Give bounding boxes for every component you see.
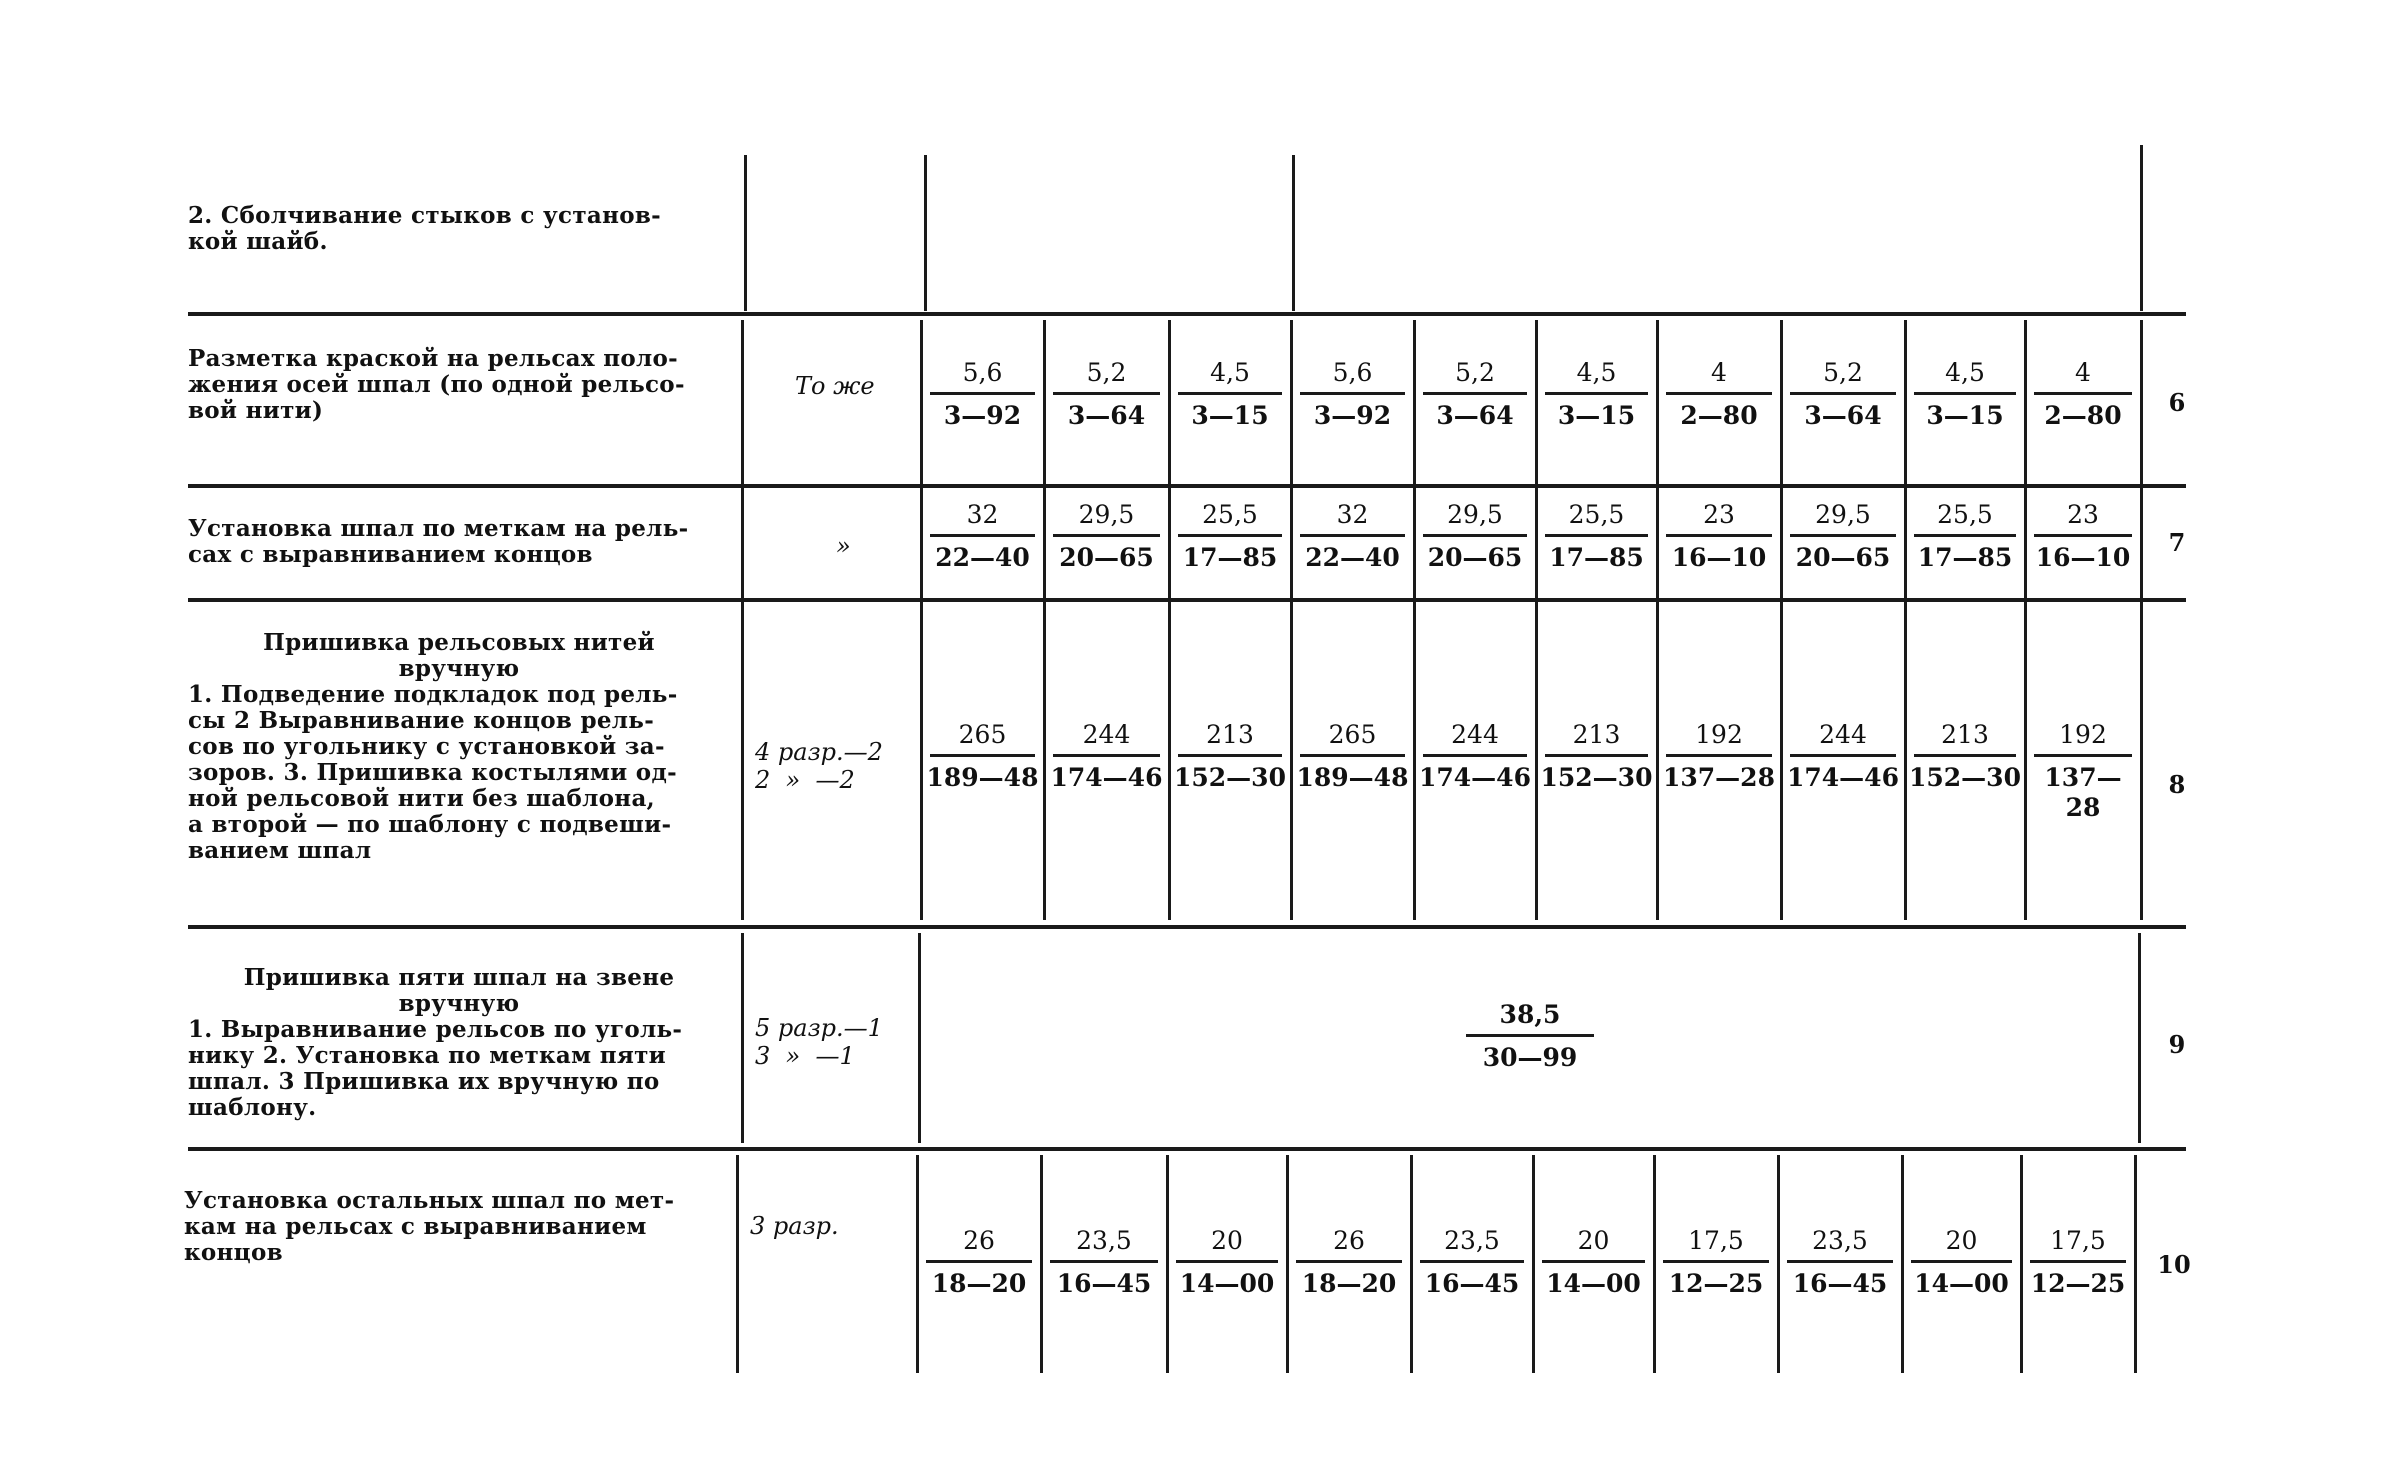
fraction-bar [1790, 392, 1896, 395]
norm-cell [1417, 720, 1533, 793]
fraction-bar [1423, 392, 1527, 395]
column-rule [1904, 320, 1907, 920]
norm-cost: 18—20 [1301, 1269, 1397, 1298]
norm-cost: 152—30 [1174, 763, 1286, 792]
fraction-bar [1300, 754, 1405, 757]
description-line: 1. Выравнивание рельсов по уголь- [188, 1016, 683, 1043]
fraction-bar [1053, 392, 1160, 395]
column-rule [1653, 1155, 1656, 1373]
norm-cost: 17—85 [1182, 543, 1278, 572]
grade-line: 2 » —2 [755, 766, 855, 794]
fraction-bar [1666, 754, 1772, 757]
fraction-bar [1790, 754, 1896, 757]
norm-cost: 16—10 [2035, 543, 2131, 572]
column-rule [1780, 320, 1783, 920]
section-heading: Пришивка рельсовых нитей [263, 629, 655, 656]
norm-cost: 20—65 [1427, 543, 1523, 572]
norm-time: 29,5 [1078, 500, 1135, 529]
norm-cell [1784, 720, 1902, 793]
norm-time: 192 [2059, 720, 2107, 749]
norm-time: 244 [1082, 720, 1131, 749]
description-line: ванием шпал [188, 837, 372, 864]
norm-cell [1660, 358, 1778, 431]
fraction-bar [1178, 392, 1282, 395]
merged-norm-cell [1460, 1000, 1600, 1073]
fraction-bar [1300, 392, 1405, 395]
section-heading: Пришивка пяти шпал на звене [243, 964, 675, 991]
description-line: кам на рельсах с выравниванием [184, 1213, 647, 1240]
norm-cell [1290, 1226, 1408, 1299]
fraction-bar [930, 754, 1035, 757]
norm-cost: 137—28 [2044, 763, 2122, 822]
norm-time: 5,2 [1455, 358, 1495, 387]
norm-cell [1539, 720, 1654, 793]
row-number: 10 [2157, 1250, 2191, 1279]
norm-time: 5,2 [1823, 358, 1863, 387]
row-divider [188, 484, 2186, 488]
norm-cell [1905, 1226, 2018, 1299]
description-line: концов [184, 1239, 283, 1266]
fraction-bar [1053, 534, 1160, 537]
description-line: шпал. 3 Пришивка их вручную по [188, 1068, 660, 1095]
column-rule [2020, 1155, 2023, 1373]
norm-cost: 174—46 [1050, 763, 1163, 792]
column-rule [1777, 1155, 1780, 1373]
description-line: жения осей шпал (по одной рельсо- [188, 371, 685, 398]
description-line: Разметка краской на рельсах поло- [188, 345, 678, 372]
column-rule [1040, 1155, 1043, 1373]
fraction-bar [1296, 1260, 1402, 1263]
norm-time: 25,5 [1202, 500, 1258, 529]
norm-time: 29,5 [1447, 500, 1503, 529]
fraction-bar [1914, 754, 2016, 757]
operation-description [184, 1188, 726, 1266]
norm-cell [1414, 1226, 1530, 1299]
column-rule [2140, 145, 2143, 311]
row-number: 6 [2168, 388, 2186, 417]
description-line: зоров. 3. Пришивка костылями од- [188, 759, 677, 786]
column-rule [1286, 1155, 1289, 1373]
description-line: сы 2 Выравнивание концов рель- [188, 707, 655, 734]
norm-cost: 16—10 [1671, 543, 1767, 572]
section-heading: вручную [398, 655, 520, 682]
column-rule [1532, 1155, 1535, 1373]
norm-time: 265 [958, 720, 1007, 749]
fraction-bar [1911, 1260, 2012, 1263]
norm-cost: 12—25 [1668, 1269, 1764, 1298]
norm-time: 213 [1941, 720, 1989, 749]
norm-cell [1657, 1226, 1775, 1299]
norm-cell [1047, 720, 1166, 793]
fraction-bar [1300, 534, 1405, 537]
norm-cost: 174—46 [1787, 763, 1899, 792]
norm-cost: 17—85 [1549, 543, 1644, 572]
norm-cost: 12—25 [2030, 1269, 2126, 1298]
norm-cost: 16—45 [1792, 1269, 1888, 1298]
norm-cell [1660, 720, 1778, 793]
norm-cell [2024, 1226, 2132, 1299]
column-rule [1535, 320, 1538, 920]
norm-cost: 174—46 [1419, 763, 1531, 792]
norm-time: 23,5 [1444, 1226, 1500, 1255]
norm-cost: 2—80 [2044, 401, 2122, 430]
description-line: вой нити) [188, 397, 324, 424]
norm-cost: 22—40 [935, 543, 1030, 572]
grade-line: » [836, 532, 851, 560]
operation-description [188, 346, 730, 424]
fraction-bar [1178, 534, 1282, 537]
column-rule [1166, 1155, 1169, 1373]
norm-cell [1908, 720, 2022, 793]
description-line: шаблону. [188, 1094, 317, 1121]
fraction-bar [1663, 1260, 1769, 1263]
norm-time: 25,5 [1937, 500, 1993, 529]
column-rule [2138, 933, 2141, 1143]
fraction-bar [1914, 534, 2016, 537]
row-number: 8 [2168, 770, 2186, 799]
column-rule [2024, 320, 2027, 920]
norm-cell [1908, 500, 2022, 573]
norm-time: 26 [1333, 1226, 1365, 1255]
norm-time: 23,5 [1076, 1226, 1132, 1255]
norm-cost: 189—48 [1296, 763, 1409, 792]
norm-time: 23 [2067, 500, 2099, 529]
norm-cost: 137—28 [1663, 763, 1775, 792]
norm-cost: 2—80 [1680, 401, 1758, 430]
description-line: а второй — по шаблону с подвеши- [188, 811, 672, 838]
row-number: 9 [2168, 1030, 2186, 1059]
fraction-bar [1545, 392, 1648, 395]
worker-grade [755, 1014, 915, 1070]
norm-cost: 14—00 [1179, 1269, 1275, 1298]
grade-line: То же [795, 372, 875, 400]
norm-time: 244 [1451, 720, 1499, 749]
row-divider [188, 925, 2186, 929]
fraction-bar [1050, 1260, 1158, 1263]
norm-time: 26 [963, 1226, 995, 1255]
description-line: 1. Подведение подкладок под рель- [188, 681, 678, 708]
norm-cost: 3—15 [1926, 401, 2004, 430]
fraction-bar [2034, 754, 2132, 757]
norm-cell [924, 358, 1041, 431]
norm-cell [1172, 500, 1288, 573]
norm-cost: 14—00 [1546, 1269, 1641, 1298]
norm-time: 25,5 [1568, 500, 1625, 529]
norm-cost: 16—45 [1424, 1269, 1520, 1298]
norm-cost: 20—65 [1059, 543, 1154, 572]
norm-cell [924, 720, 1041, 793]
norm-cost: 3—92 [1313, 401, 1392, 430]
norm-cell [1908, 358, 2022, 431]
column-rule [924, 155, 927, 311]
column-rule [1292, 155, 1295, 311]
norm-time: 23 [1703, 500, 1735, 529]
norm-time: 265 [1328, 720, 1377, 749]
norm-time: 29,5 [1815, 500, 1871, 529]
norm-time: 4,5 [1945, 358, 1985, 387]
norm-time: 5,6 [962, 358, 1003, 387]
norm-cost: 3—15 [1557, 401, 1636, 430]
norm-time: 5,6 [1332, 358, 1373, 387]
operation-description [188, 630, 730, 864]
fraction-bar [930, 534, 1035, 537]
description-line: сов по угольнику с установкой за- [188, 733, 665, 760]
column-rule [1410, 1155, 1413, 1373]
norm-cost: 22—40 [1305, 543, 1400, 572]
norm-time: 4 [1711, 358, 1727, 387]
worker-grade [755, 738, 915, 794]
grade-line: 4 разр.—2 [755, 738, 883, 766]
description-line: нику 2. Установка по меткам пяти [188, 1042, 667, 1069]
norm-cost: 3—64 [1067, 401, 1146, 430]
fraction-bar [1466, 1034, 1594, 1037]
column-rule [744, 155, 747, 311]
fraction-bar [930, 392, 1035, 395]
norm-cell [2028, 500, 2138, 573]
row-divider [188, 1147, 2186, 1151]
fraction-bar [2034, 534, 2132, 537]
column-rule [741, 933, 744, 1143]
column-rule [2134, 1155, 2137, 1373]
norm-cell [2028, 358, 2138, 431]
column-rule [1290, 320, 1293, 920]
norm-cost: 14—00 [1914, 1269, 2009, 1298]
fraction-bar [1914, 392, 2016, 395]
norm-cell [1047, 500, 1166, 573]
norm-cost: 17—85 [1917, 543, 2013, 572]
norm-time: 20 [1945, 1226, 1978, 1255]
fraction-bar [1053, 754, 1160, 757]
norm-time: 20 [1577, 1226, 1610, 1255]
norm-cell [1784, 358, 1902, 431]
worker-grade [750, 1212, 910, 1240]
fraction-bar [1666, 392, 1772, 395]
description-line: сах с выравниванием концов [188, 541, 593, 568]
norm-cell [1294, 500, 1411, 573]
operation-description [188, 965, 730, 1121]
column-rule [736, 1155, 739, 1373]
norm-time: 4,5 [1576, 358, 1617, 387]
norm-cell [1660, 500, 1778, 573]
fraction-bar [1790, 534, 1896, 537]
fraction-bar [2034, 392, 2132, 395]
norm-cell [1417, 500, 1533, 573]
description-line: кой шайб. [188, 228, 328, 255]
norm-cost: 3—64 [1804, 401, 1882, 430]
norm-cell [920, 1226, 1038, 1299]
norm-cell [1170, 1226, 1284, 1299]
description-line: Установка шпал по меткам на рель- [188, 515, 689, 542]
row-number: 7 [2168, 528, 2186, 557]
fraction-bar [1545, 534, 1648, 537]
norm-cell [2028, 720, 2138, 823]
norm-cell [1784, 500, 1902, 573]
column-rule [1413, 320, 1416, 920]
operation-description [188, 203, 730, 255]
norm-cost: 3—64 [1436, 401, 1514, 430]
column-rule [916, 1155, 919, 1373]
fraction-bar [2030, 1260, 2126, 1263]
column-rule [920, 320, 923, 920]
norm-time: 32 [966, 500, 999, 529]
description-line: Установка остальных шпал по мет- [184, 1187, 675, 1214]
fraction-bar [1420, 1260, 1524, 1263]
norm-cost: 18—20 [931, 1269, 1027, 1298]
description-line: 2. Сболчивание стыков с установ- [188, 202, 661, 229]
fraction-bar [1542, 1260, 1645, 1263]
norm-cell [924, 500, 1041, 573]
norm-time: 23,5 [1812, 1226, 1868, 1255]
fraction-bar [926, 1260, 1032, 1263]
norm-cell [1539, 358, 1654, 431]
fraction-bar [1423, 534, 1527, 537]
norm-cell [1172, 358, 1288, 431]
fraction-bar [1787, 1260, 1893, 1263]
grade-line: 3 разр. [750, 1212, 839, 1240]
column-rule [1043, 320, 1046, 920]
norm-time: 4 [2075, 358, 2091, 387]
norm-time: 213 [1206, 720, 1254, 749]
norm-time: 38,5 [1499, 1000, 1561, 1029]
norm-cell [1044, 1226, 1164, 1299]
norm-time: 192 [1695, 720, 1743, 749]
norm-cost: 16—45 [1056, 1269, 1152, 1298]
norm-cost: 152—30 [1540, 763, 1653, 792]
column-rule [1901, 1155, 1904, 1373]
norm-cost: 3—15 [1191, 401, 1269, 430]
norm-cell [1536, 1226, 1651, 1299]
norm-cell [1539, 500, 1654, 573]
norm-cost: 20—65 [1795, 543, 1891, 572]
norm-cost: 30—99 [1482, 1043, 1578, 1072]
fraction-bar [1178, 754, 1282, 757]
norm-time: 20 [1211, 1226, 1243, 1255]
norm-time: 213 [1572, 720, 1621, 749]
column-rule [918, 933, 921, 1143]
norm-time: 244 [1819, 720, 1867, 749]
norm-time: 4,5 [1210, 358, 1250, 387]
row-divider [188, 598, 2186, 602]
norm-cell [1781, 1226, 1899, 1299]
norm-time: 32 [1336, 500, 1369, 529]
norm-time: 17,5 [2050, 1226, 2106, 1255]
norm-cell [1417, 358, 1533, 431]
fraction-bar [1176, 1260, 1278, 1263]
description-line: ной рельсовой нити без шаблона, [188, 785, 655, 812]
row-divider [188, 312, 2186, 316]
grade-line: 5 разр.—1 [755, 1014, 883, 1042]
column-rule [741, 320, 744, 920]
norm-time: 5,2 [1086, 358, 1127, 387]
norm-cost: 189—48 [926, 763, 1039, 792]
fraction-bar [1545, 754, 1648, 757]
operation-description [188, 516, 730, 568]
grade-line: 3 » —1 [755, 1042, 855, 1070]
column-rule [2140, 320, 2143, 920]
norm-cost: 3—92 [943, 401, 1022, 430]
column-rule [1656, 320, 1659, 920]
fraction-bar [1423, 754, 1527, 757]
fraction-bar [1666, 534, 1772, 537]
norm-cell [1172, 720, 1288, 793]
norm-time: 17,5 [1688, 1226, 1744, 1255]
norm-cell [1294, 358, 1411, 431]
norm-cost: 152—30 [1909, 763, 2021, 792]
norm-cell [1294, 720, 1411, 793]
column-rule [1168, 320, 1171, 920]
section-heading: вручную [398, 990, 520, 1017]
norm-cell [1047, 358, 1166, 431]
